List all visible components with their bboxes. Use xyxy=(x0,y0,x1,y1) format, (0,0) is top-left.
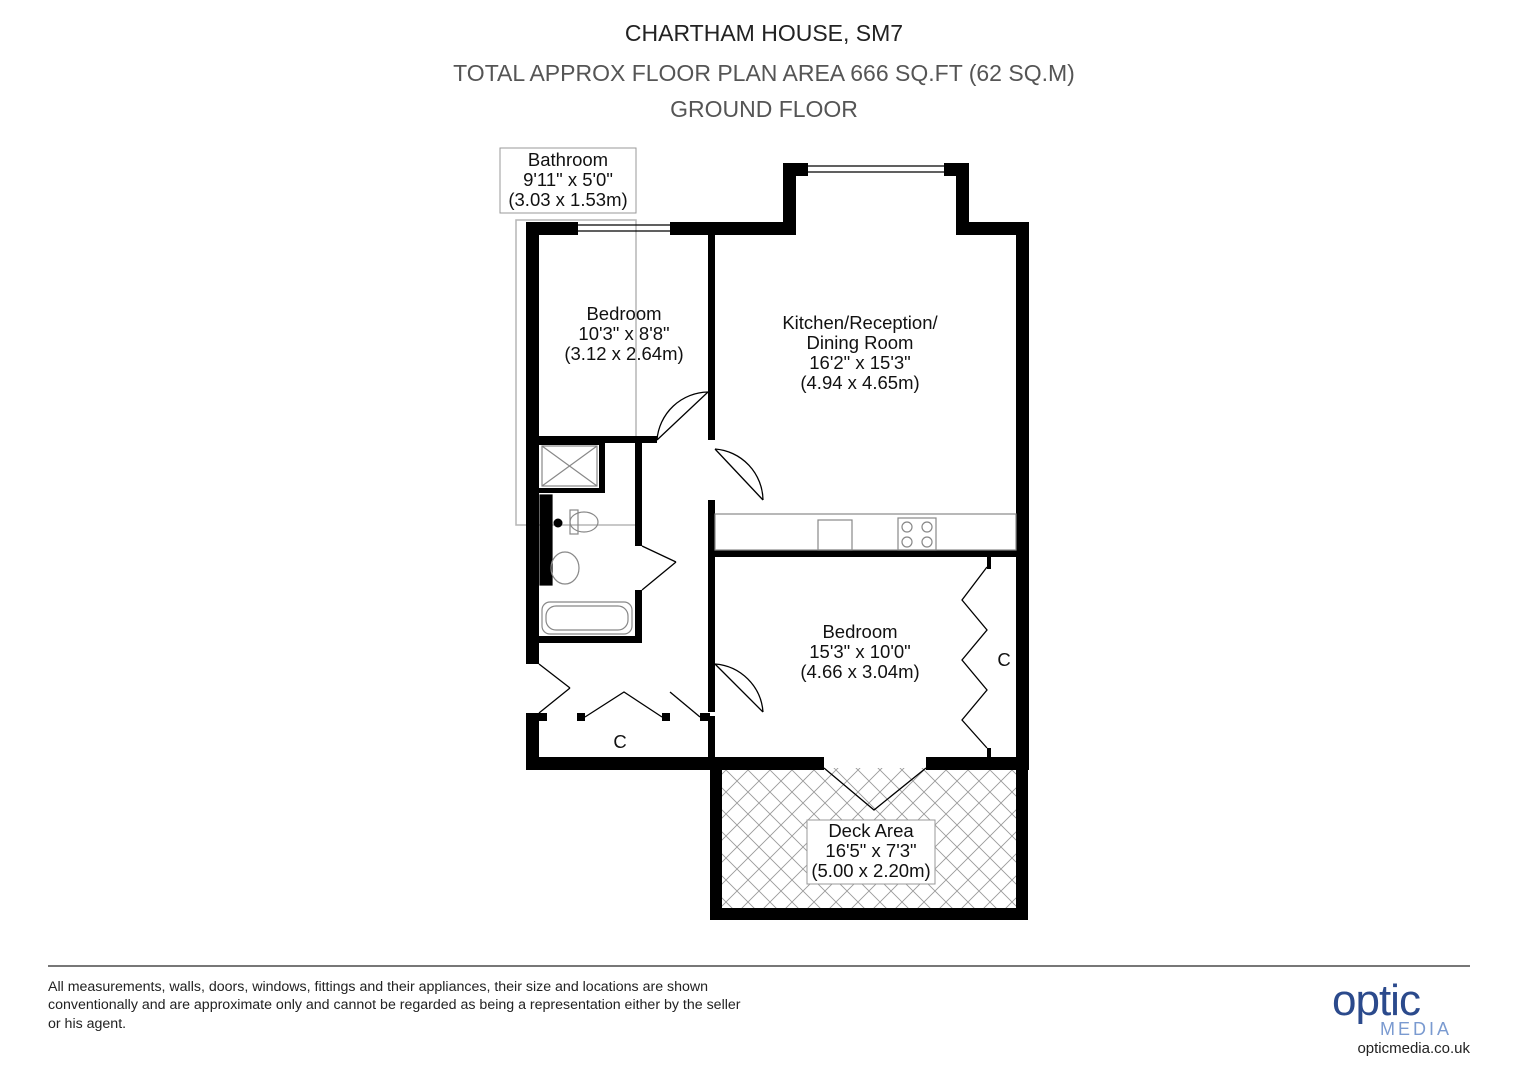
kitchen-name-line1: Kitchen/Reception/ xyxy=(782,312,938,333)
bathroom-name: Bathroom xyxy=(527,149,609,170)
bathroom-imperial: 9'11" x 5'0" xyxy=(523,169,613,190)
hall-cupboard-label: C xyxy=(613,731,627,752)
deck-imperial: 16'5" x 7'3" xyxy=(825,840,917,861)
deck-name: Deck Area xyxy=(828,820,914,841)
kitchen-name-line2: Dining Room xyxy=(806,332,914,353)
logo-sub-text: MEDIA xyxy=(1380,1019,1453,1039)
bedroom1-metric: (3.12 x 2.64m) xyxy=(564,343,684,364)
footer-divider xyxy=(48,965,1470,967)
toilet-marker xyxy=(554,519,563,528)
logo-url: opticmedia.co.uk xyxy=(1357,1040,1470,1057)
disclaimer-text: All measurements, walls, doors, windows, fittings and their appliances, their size and locations are shown conventionally and are approximate only and cannot be regarded as being a representation either by the seller or his agent. xyxy=(48,979,741,1032)
plan-area: TOTAL APPROX FLOOR PLAN AREA 666 SQ.FT (62 SQ.M) xyxy=(453,60,1075,86)
bedroom2-metric: (4.66 x 3.04m) xyxy=(800,661,920,682)
bathroom-metric: (3.03 x 1.53m) xyxy=(508,189,628,210)
bedroom-cupboard-label: C xyxy=(997,649,1011,670)
plan-floor: GROUND FLOOR xyxy=(670,96,858,122)
doors xyxy=(539,392,987,810)
fittings xyxy=(540,446,1016,634)
deck-metric: (5.00 x 2.20m) xyxy=(811,860,931,881)
walls xyxy=(526,163,1029,770)
plan-title: CHARTHAM HOUSE, SM7 xyxy=(624,20,904,46)
bedroom1-imperial: 10'3" x 8'8" xyxy=(578,323,670,344)
bedroom1-name: Bedroom xyxy=(586,303,662,324)
logo-main-text: optic xyxy=(1332,976,1420,1025)
kitchen-imperial: 16'2" x 15'3" xyxy=(809,352,911,373)
kitchen-metric: (4.94 x 4.65m) xyxy=(800,372,920,393)
bedroom2-imperial: 15'3" x 10'0" xyxy=(809,641,911,662)
bedroom2-name: Bedroom xyxy=(822,621,898,642)
